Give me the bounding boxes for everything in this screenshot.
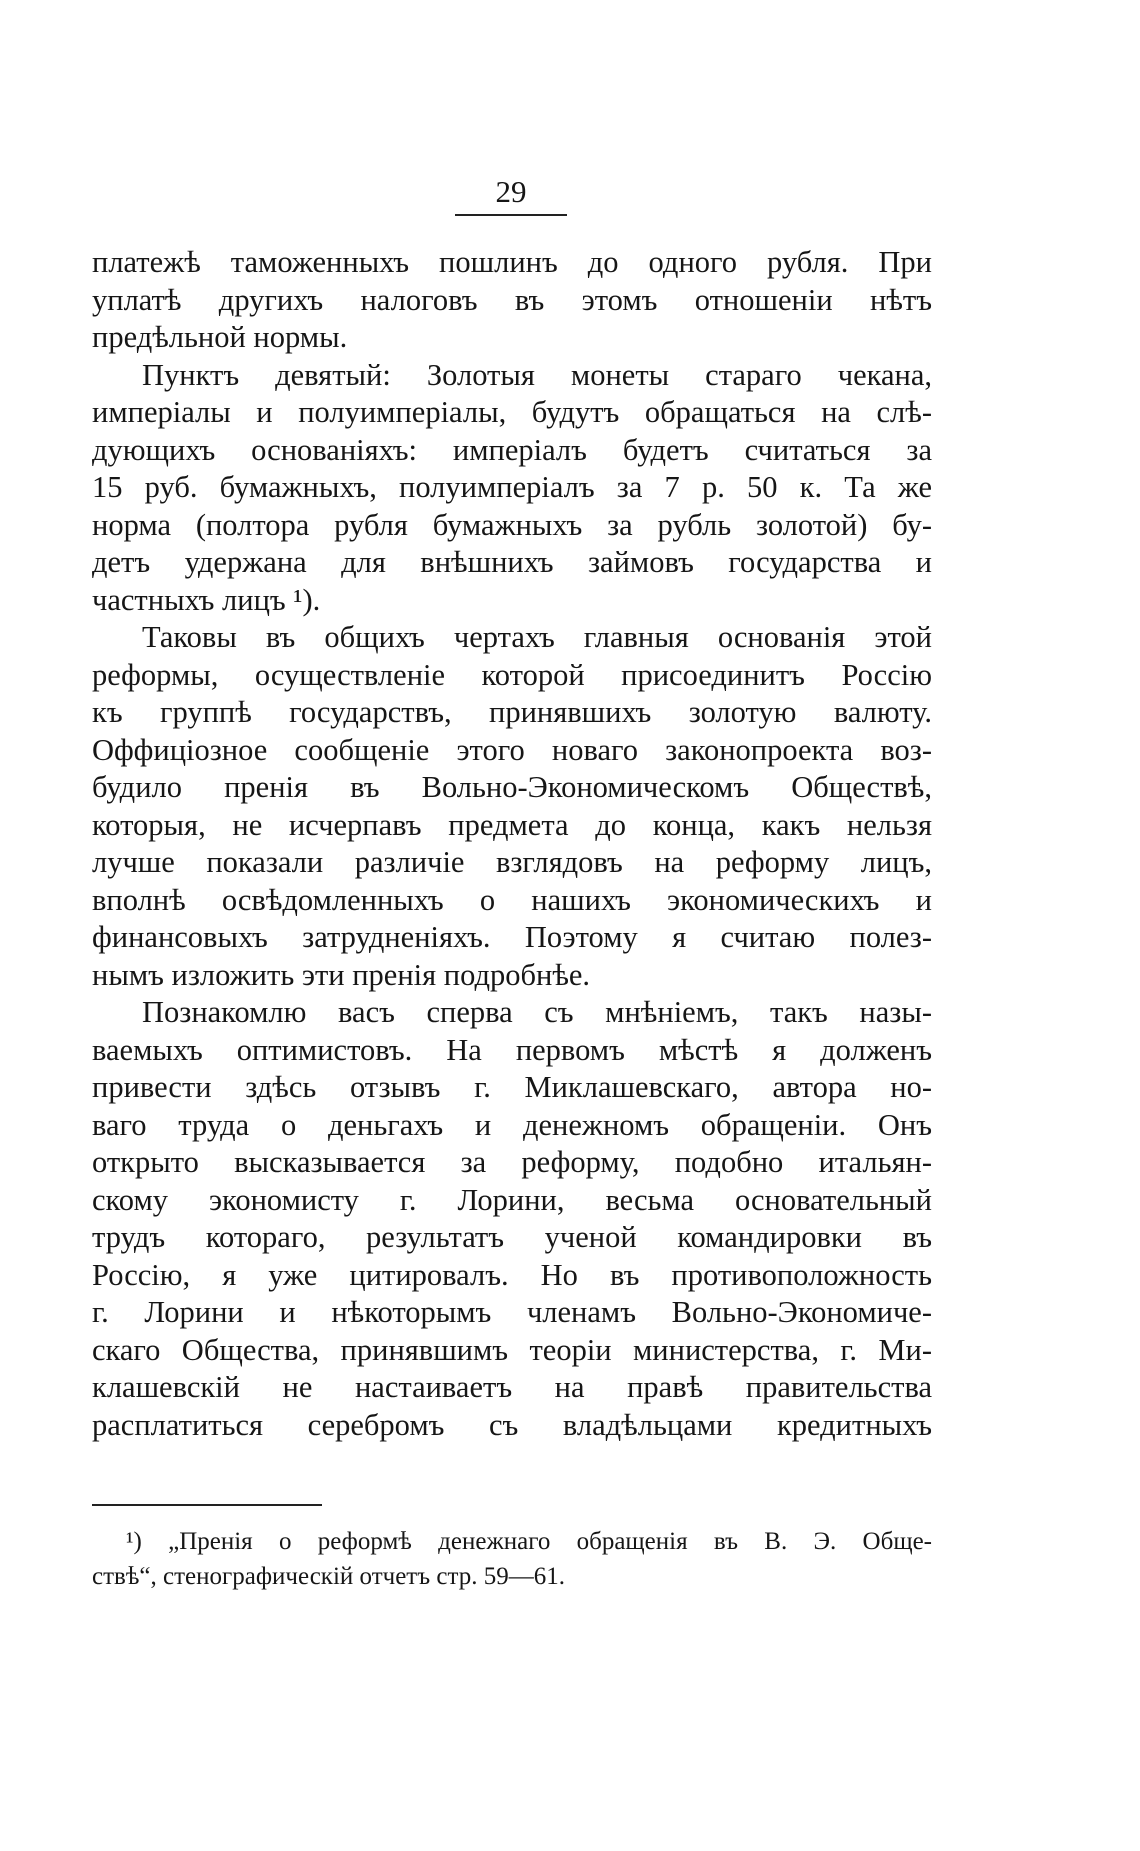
text-line: привести здѣсь отзывъ г. Миклашевскаго, автора но- [92, 1070, 932, 1104]
text-line: трудъ котораго, результатъ ученой командировки въ [92, 1220, 932, 1254]
text-line: финансовыхъ затрудненіяхъ. Поэтому я считаю полез- [92, 920, 932, 954]
text-line: 15 руб. бумажныхъ, полуимперіалъ за 7 р. 50 к. Та же [92, 470, 932, 504]
text-line: предѣльной нормы. [92, 320, 348, 354]
text-line: скому экономисту г. Лорини, весьма основательный [92, 1182, 932, 1217]
footnote-line: ствѣ“, стенографическій отчетъ стр. 59—61. [92, 1563, 565, 1590]
text-line: скаго Общества, принявшимъ теоріи министерства, г. Ми- [92, 1332, 932, 1367]
text-line: Таковы въ общихъ чертахъ главныя основанія этой [142, 620, 932, 654]
text-line: реформы, осуществленіе которой присоединитъ Россію [92, 657, 932, 692]
text-line: Пунктъ девятый: Золотыя монеты стараго чекана, [142, 357, 932, 392]
text-line: нымъ изложить эти пренія подробнѣе. [92, 957, 591, 992]
text-line: имперіалы и полуимперіалы, будутъ обращаться на слѣ- [92, 395, 932, 429]
text-line: норма (полтора рубля бумажныхъ за рубль золотой) бу- [92, 507, 932, 542]
body-text [92, 244, 932, 1444]
text-line: Оффиціозное сообщеніе этого новаго законопроекта воз- [92, 732, 932, 767]
text-line: вполнѣ освѣдомленныхъ о нашихъ экономическихъ и [92, 882, 932, 917]
text-line: платежѣ таможенныхъ пошлинъ до одного рубля. При [92, 245, 932, 279]
text-line: г. Лорини и нѣкоторымъ членамъ Вольно-Экономиче- [92, 1295, 932, 1329]
text-line: открыто высказывается за реформу, подобно итальян- [92, 1145, 932, 1179]
text-line: которыя, не исчерпавъ предмета до конца, какъ нельзя [92, 807, 932, 842]
footnote [92, 1524, 932, 1594]
text-line: уплатѣ другихъ налоговъ въ этомъ отношеніи нѣтъ [92, 282, 932, 317]
text-line: будило пренія въ Вольно-Экономическомъ Обществѣ, [92, 770, 932, 804]
page-number-rule [455, 214, 567, 216]
page-number: 29 [495, 174, 527, 209]
footnote-line: ¹) „Пренія о реформѣ денежнаго обращенія въ В. Э. Обще- [126, 1528, 932, 1555]
text-line: ваго труда о деньгахъ и денежномъ обращеніи. Онъ [92, 1107, 932, 1142]
text-line: къ группѣ государствъ, принявшихъ золотую валюту. [92, 695, 932, 729]
text-line: ваемыхъ оптимистовъ. На первомъ мѣстѣ я долженъ [92, 1032, 932, 1067]
text-line: частныхъ лицъ ¹). [92, 582, 321, 617]
footnote-rule [92, 1504, 322, 1506]
text-line: Россію, я уже цитировалъ. Но въ противоположность [92, 1257, 932, 1292]
text-line: Познакомлю васъ сперва съ мнѣніемъ, такъ назы- [142, 995, 932, 1029]
text-line: расплатиться серебромъ съ владѣльцами кредитныхъ [92, 1407, 932, 1442]
text-line: клашевскій не настаиваетъ на правѣ правительства [92, 1370, 932, 1404]
text-line: лучше показали различіе взглядовъ на реформу лицъ, [92, 845, 932, 879]
text-line: детъ удержана для внѣшнихъ займовъ государства и [92, 545, 932, 579]
text-line: дующихъ основаніяхъ: имперіалъ будетъ считаться за [92, 432, 932, 467]
